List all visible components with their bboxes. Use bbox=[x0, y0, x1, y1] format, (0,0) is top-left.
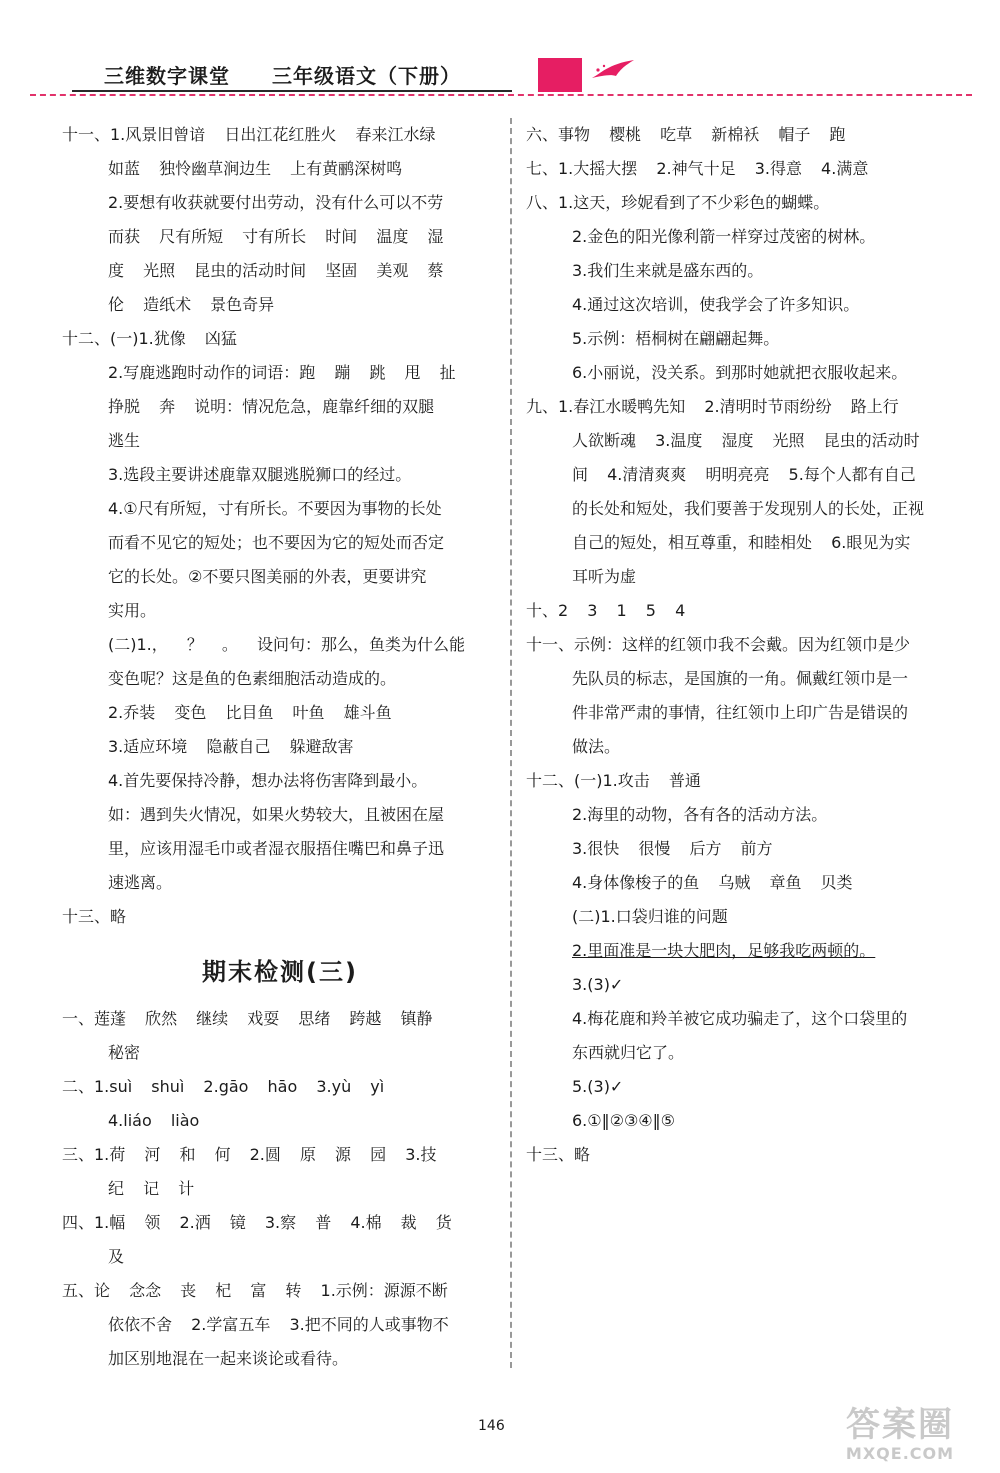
answer-line: 三、1.荷 河 和 何 2.圆 原 源 园 3.技 bbox=[62, 1145, 437, 1164]
answer-line: 十三、略 bbox=[526, 1145, 591, 1164]
answer-line: 十三、略 bbox=[62, 907, 127, 926]
answer-line: 六、事物 樱桃 吃草 新棉袄 帽子 跑 bbox=[526, 125, 846, 144]
column-divider bbox=[510, 118, 512, 1368]
answer-line: 4.①尺有所短，寸有所长。不要因为事物的长处 bbox=[108, 499, 442, 518]
answer-line: 如蓝 独怜幽草涧边生 上有黄鹂深树鸣 bbox=[108, 159, 403, 178]
answer-line: 而获 尺有所短 寸有所长 时间 温度 湿 bbox=[108, 227, 444, 246]
answer-line: 间 4.清清爽爽 明明亮亮 5.每个人都有自己 bbox=[572, 465, 916, 484]
answer-line: 如：遇到失火情况，如果火势较大，且被困在屋 bbox=[108, 805, 445, 824]
answer-line: 6.小丽说，没关系。到那时她就把衣服收起来。 bbox=[572, 363, 908, 382]
subject-title: 三年级语文（下册） bbox=[272, 64, 461, 88]
answer-line: 伦 造纸术 景色奇异 bbox=[108, 295, 275, 314]
answer-line: 4.身体像梭子的鱼 乌贼 章鱼 贝类 bbox=[572, 873, 853, 892]
answer-line: 2.海里的动物，各有各的活动方法。 bbox=[572, 805, 828, 824]
answer-line: 八、1.这天，珍妮看到了不少彩色的蝴蝶。 bbox=[526, 193, 830, 212]
answer-line: 四、1.幅 领 2.洒 镜 3.察 普 4.棉 裁 货 bbox=[62, 1213, 452, 1232]
answer-line: 及 bbox=[108, 1247, 125, 1266]
answer-line: 十二、(一)1.犹像 凶猛 bbox=[62, 329, 237, 348]
answer-line: 4.通过这次培训，使我学会了许多知识。 bbox=[572, 295, 860, 314]
answer-line: 4.首先要保持冷静，想办法将伤害降到最小。 bbox=[108, 771, 428, 790]
answer-line: 二、1.suì shuì 2.gāo hāo 3.yù yì bbox=[62, 1077, 385, 1096]
answer-line: 速逃离。 bbox=[108, 873, 173, 892]
answer-line: 3.我们生来就是盛东西的。 bbox=[572, 261, 764, 280]
section-title: 期末检测(三) bbox=[202, 958, 358, 986]
watermark-logo-text: 答案圈 bbox=[846, 1405, 954, 1445]
right-column bbox=[526, 118, 966, 1172]
answer-line: 它的长处。②不要只图美丽的外表，更要讲究 bbox=[108, 567, 427, 586]
page-header bbox=[0, 0, 1000, 100]
answer-line: 五、论 念念 丧 杞 富 转 1.示例：源源不断 bbox=[62, 1281, 448, 1300]
answer-line: 2.金色的阳光像利箭一样穿过茂密的树林。 bbox=[572, 227, 876, 246]
bird-icon bbox=[590, 56, 636, 86]
answer-line: 逃生 bbox=[108, 431, 141, 450]
watermark bbox=[820, 1405, 980, 1467]
header-rule bbox=[72, 90, 512, 92]
answer-line: 十、2 3 1 5 4 bbox=[526, 601, 686, 620]
answer-line: 变色呢？这是鱼的色素细胞活动造成的。 bbox=[108, 669, 397, 688]
answer-line: 5.示例：梧桐树在翩翩起舞。 bbox=[572, 329, 780, 348]
left-column bbox=[62, 118, 498, 1376]
answer-line: (二)1.， ？ 。 设问句：那么，鱼类为什么能 bbox=[108, 635, 466, 654]
answer-line: 2.要想有收获就要付出劳动，没有什么可以不劳 bbox=[108, 193, 444, 212]
page-number: 146 bbox=[478, 1418, 505, 1434]
header-dashed-rule bbox=[30, 94, 972, 96]
answer-line: 4.liáo liào bbox=[108, 1111, 200, 1130]
answer-line: 度 光照 昆虫的活动时间 坚固 美观 蔡 bbox=[108, 261, 444, 280]
answer-line: 秘密 bbox=[108, 1043, 141, 1062]
answer-line: 东西就归它了。 bbox=[572, 1043, 685, 1062]
answer-line: 十二、(一)1.攻击 普通 bbox=[526, 771, 701, 790]
answer-line: 实用。 bbox=[108, 601, 157, 620]
answer-line: 5.(3)✓ bbox=[572, 1077, 624, 1096]
answer-line: 九、1.春江水暖鸭先知 2.清明时节雨纷纷 路上行 bbox=[526, 397, 899, 416]
answer-line: 2.写鹿逃跑时动作的词语：跑 蹦 跳 甩 扯 bbox=[108, 363, 456, 382]
answer-line: 而看不见它的短处；也不要因为它的短处而否定 bbox=[108, 533, 445, 552]
answer-line: 纪 记 计 bbox=[108, 1179, 195, 1198]
answer-line: 十一、1.风景旧曾谙 日出江花红胜火 春来江水绿 bbox=[62, 125, 436, 144]
answer-line: 自己的短处，相互尊重，和睦相处 6.眼见为实 bbox=[572, 533, 911, 552]
answer-line: 3.选段主要讲述鹿靠双腿逃脱狮口的经过。 bbox=[108, 465, 412, 484]
answer-line: 件非常严肃的事情，往红领巾上印广告是错误的 bbox=[572, 703, 909, 722]
answer-line: 3.(3)✓ bbox=[572, 975, 624, 994]
answer-line: 4.梅花鹿和羚羊被它成功骗走了，这个口袋里的 bbox=[572, 1009, 908, 1028]
accent-block bbox=[538, 58, 582, 92]
answer-line: 2.里面准是一块大肥肉，足够我吃两顿的。 bbox=[572, 941, 876, 960]
answer-line: 做法。 bbox=[572, 737, 621, 756]
answer-line: 先队员的标志，是国旗的一角。佩戴红领巾是一 bbox=[572, 669, 909, 688]
answer-line: 挣脱 奔 说明：情况危急，鹿靠纤细的双腿 bbox=[108, 397, 435, 416]
answer-line: 十一、示例：这样的红领巾我不会戴。因为红领巾是少 bbox=[526, 635, 911, 654]
answer-line: 6.①‖②③④‖⑤ bbox=[572, 1111, 675, 1130]
answer-line: (二)1.口袋归谁的问题 bbox=[572, 907, 728, 926]
answer-line: 加区别地混在一起来谈论或看待。 bbox=[108, 1349, 349, 1368]
answer-line: 3.适应环境 隐蔽自己 躲避敌害 bbox=[108, 737, 354, 756]
answer-line: 2.乔装 变色 比目鱼 叶鱼 雄斗鱼 bbox=[108, 703, 392, 722]
answer-line: 耳听为虚 bbox=[572, 567, 637, 586]
answer-line: 七、1.大摇大摆 2.神气十足 3.得意 4.满意 bbox=[526, 159, 869, 178]
answer-line: 人欲断魂 3.温度 湿度 光照 昆虫的活动时 bbox=[572, 431, 920, 450]
answer-line: 里，应该用湿毛巾或者湿衣服捂住嘴巴和鼻子迅 bbox=[108, 839, 445, 858]
answer-line: 的长处和短处，我们要善于发现别人的长处，正视 bbox=[572, 499, 925, 518]
answer-line: 一、莲蓬 欣然 继续 戏耍 思绪 跨越 镇静 bbox=[62, 1009, 433, 1028]
book-title: 三维数字课堂 bbox=[104, 64, 230, 88]
answer-line: 3.很快 很慢 后方 前方 bbox=[572, 839, 773, 858]
answer-line: 依依不舍 2.学富五车 3.把不同的人或事物不 bbox=[108, 1315, 449, 1334]
watermark-url: MXQE.COM bbox=[845, 1444, 955, 1463]
